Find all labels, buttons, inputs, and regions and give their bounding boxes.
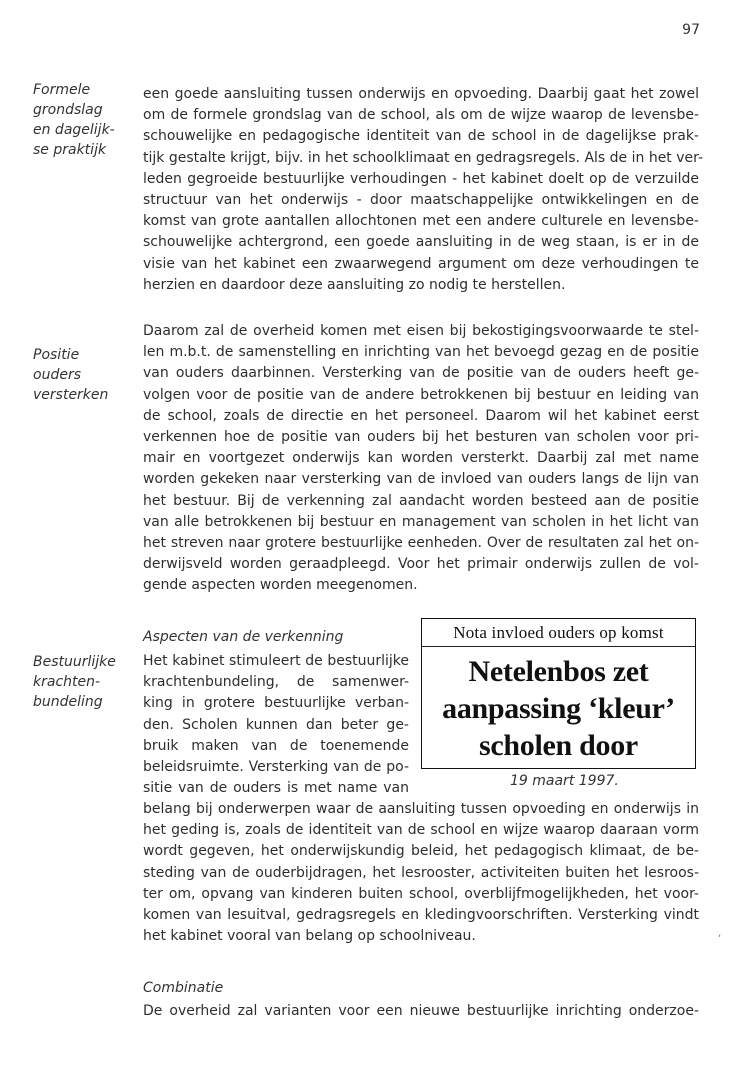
margin-note-formele-grondslag — [33, 80, 133, 160]
text-line: gende aspecten worden meegenomen. — [143, 577, 418, 594]
text-line: len m.b.t. de samenstelling en inrichting van het bevoegd gezag en de positie — [143, 344, 699, 361]
margin-note-bestuurlijke-krachtenbundeling — [33, 652, 133, 712]
clipping-kicker: Nota invloed ouders op komst — [453, 623, 664, 642]
text-line: sitie van de ouders is met name van — [143, 780, 409, 797]
text-line: het bestuur. Bij de verkenning zal aandacht worden besteed aan de positie — [143, 492, 699, 509]
text-line: tijk gestalte krijgt, bijv. in het schoolklimaat en gedragsregels. Als de in het ver- — [143, 149, 704, 166]
text-line: bruik maken van de toenemende — [143, 737, 409, 754]
text-line: steding van de ouderbijdragen, het lesrooster, activiteiten buiten het lesroos- — [143, 864, 699, 881]
text-line: het kabinet vooral van belang op schoolniveau. — [143, 928, 476, 945]
margin-note-line: Bestuurlijke — [33, 654, 116, 670]
text-line: leden gegroeide bestuurlijke verhoudingen - het kabinet doelt op de verzuilde — [143, 170, 699, 187]
clipping-headline-line: Netelenbos zet — [468, 655, 649, 688]
text-line: worden gekeken naar versterking van de invloed van ouders langs de lijn van — [143, 471, 699, 488]
paragraph-bestuurlijke-wide — [143, 799, 699, 947]
text-line: om de formele grondslag van de school, als om de wijze waarop de levensbe- — [143, 107, 699, 124]
clipping-headline-line: scholen door — [479, 729, 638, 762]
margin-note-line: Formele — [33, 82, 91, 98]
text-line: het geding is, zoals de identiteit van de school en wijze waarop daaraan vorm — [143, 822, 699, 839]
text-line: mair en voortgezet onderwijs kan worden versterkt. Daarbij zal met name — [143, 450, 699, 467]
margin-note-line: se praktijk — [33, 142, 107, 158]
margin-note-line: grondslag — [33, 102, 103, 118]
text-line: Het kabinet stimuleert de bestuurlijke — [143, 653, 409, 669]
text-line: ter om, opvang van kinderen buiten school, overblijfmogelijkheden, het voor- — [143, 885, 699, 902]
margin-note-line: Positie — [33, 347, 80, 363]
text-line: De overheid zal varianten voor een nieuwe bestuurlijke inrichting onderzoe- — [143, 1003, 699, 1019]
text-line: de school, zoals de directie en het personeel. Daarom wil het kabinet eerst — [143, 407, 699, 424]
text-line: komen van lesuitval, gedragsregels en kledingvoorschriften. Versterking vindt — [143, 907, 699, 924]
text-line: Daarom zal de overheid komen met eisen bij bekostigingsvoorwaarde te stel- — [143, 323, 699, 339]
text-line: derwijsveld worden geraadpleegd. Voor het primair onderwijs zullen de vol- — [143, 556, 699, 573]
margin-note-line: bundeling — [33, 694, 103, 710]
text-line: een goede aansluiting tussen onderwijs en opvoeding. Daarbij gaat het zowel — [143, 86, 699, 102]
text-line: belang bij onderwerpen waar de aansluiting tussen opvoeding en onderwijs in — [143, 801, 699, 817]
text-line: wordt gegeven, het onderwijskundig beleid, het pedagogisch klimaat, de be- — [143, 843, 699, 860]
text-line: van ouders daarbinnen. Versterking van de positie van de ouders heeft ge- — [143, 365, 699, 382]
paragraph-aansluiting — [143, 84, 704, 296]
text-line: beleidsruimte. Versterking van de po- — [143, 759, 409, 776]
text-line: visie van het kabinet een zwaarwegend argument om deze verhoudingen te — [143, 255, 699, 272]
text-line: herzien en daardoor deze aansluiting zo nodig te herstellen. — [143, 276, 566, 293]
margin-note-line: krachten- — [33, 674, 101, 690]
margin-note-line: en dagelijk- — [33, 122, 115, 138]
margin-note-line: ouders — [33, 367, 81, 383]
newspaper-clipping — [421, 618, 696, 769]
text-line: schouwelijke achtergrond, een goede aansluiting in de weg staan, is er in de — [143, 234, 699, 251]
text-line: van alle betrokkenen bij bestuur en management van scholen in het licht van — [143, 513, 699, 530]
text-line: schouwelijke en pedagogische identiteit van de school in de dagelijkse prak- — [143, 128, 699, 145]
text-line: het streven naar grotere bestuurlijke eenheden. Over de resultaten zal het on- — [143, 535, 699, 552]
scan-mark: , — [718, 928, 722, 939]
paragraph-positie-ouders — [143, 321, 699, 597]
page-number: 97 — [682, 22, 700, 38]
text-line: krachtenbundeling, de samenwer- — [143, 674, 409, 691]
margin-note-positie-ouders — [33, 345, 133, 405]
clipping-date: 19 maart 1997. — [510, 773, 619, 789]
subheading-combinatie: Combinatie — [143, 980, 224, 996]
clipping-divider — [422, 646, 695, 647]
text-line: structuur van het onderwijs - door maatschappelijke ontwikkelingen en de — [143, 192, 699, 209]
text-line: volgen voor de positie van de andere betrokkenen bij bestuur en leiding van — [143, 386, 699, 403]
paragraph-combinatie — [143, 1001, 699, 1022]
text-line: komst van grote aantallen allochtonen met een andere culturele en levensbe- — [143, 213, 699, 230]
margin-note-line: versterken — [33, 387, 109, 403]
text-line: king in grotere bestuurlijke verban- — [143, 695, 409, 712]
text-line: verkennen hoe de positie van ouders bij het besturen van scholen voor pri- — [143, 429, 699, 446]
clipping-headline — [422, 653, 695, 764]
clipping-headline-line: aanpassing ‘kleur’ — [442, 692, 675, 725]
text-line: den. Scholen kunnen dan beter ge- — [143, 716, 409, 733]
subheading-aspecten: Aspecten van de verkenning — [143, 629, 344, 645]
paragraph-bestuurlijke-narrow — [143, 651, 409, 799]
